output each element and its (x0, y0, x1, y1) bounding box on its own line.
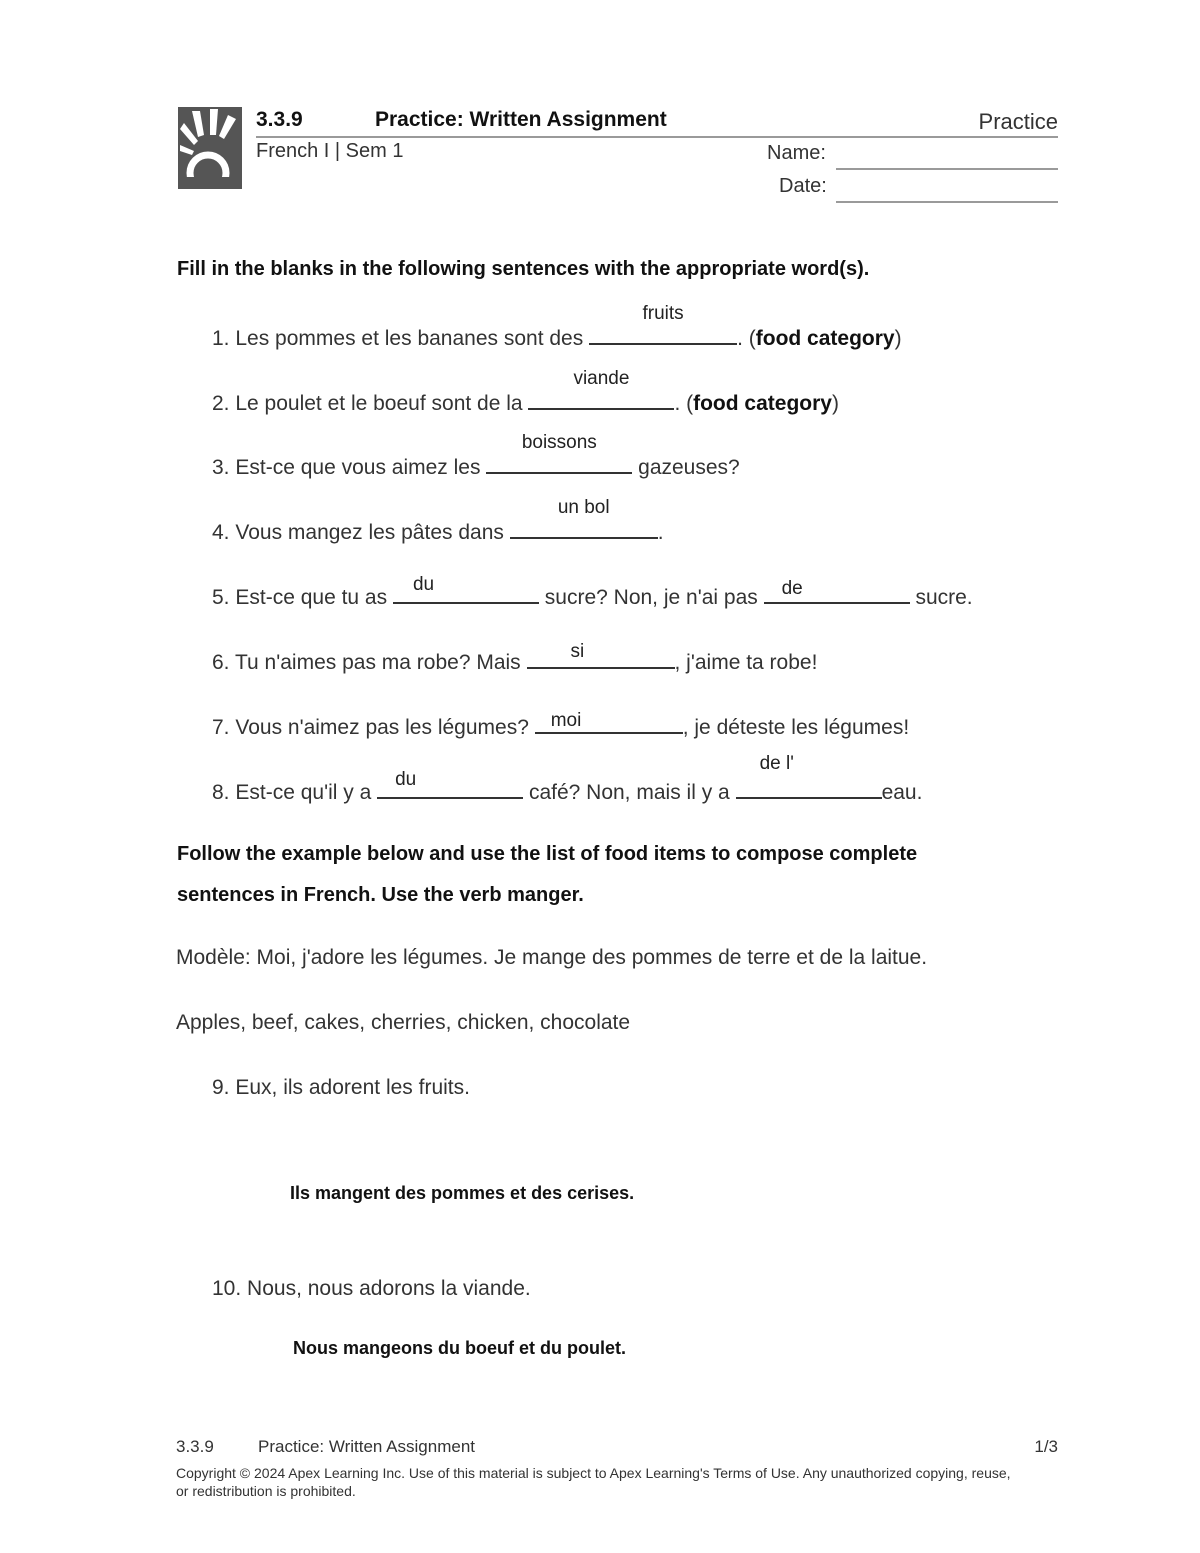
section2-instruction-line2: sentences in French. Use the verb manger. (177, 884, 584, 906)
question-10 (212, 1277, 531, 1301)
answer-blank[interactable] (393, 574, 539, 604)
question-text: ) (831, 392, 839, 415)
answer-text: viande (573, 368, 630, 389)
hint-text: food category (693, 392, 832, 415)
question-text: , je déteste les légumes! (682, 716, 910, 739)
answer-text: si (570, 641, 585, 662)
model-sentence: Modèle: Moi, j'adore les légumes. Je mange des pommes de terre et de la laitue. (176, 946, 928, 969)
answer-text: de (781, 578, 803, 599)
answer-text: du (412, 574, 435, 595)
answer-blank[interactable] (527, 641, 675, 669)
answer-blank[interactable] (535, 712, 683, 734)
question-text: Vous n'aimez pas les légumes? (235, 716, 529, 739)
question-text: gazeuses? (632, 456, 740, 479)
answer-blank[interactable] (510, 497, 658, 539)
question-number: 2. (212, 392, 230, 415)
answer-9[interactable]: Ils mangent des pommes et des cerises. (290, 1183, 635, 1203)
question-9 (212, 1076, 470, 1100)
date-field[interactable] (836, 201, 1058, 203)
question-text: Est-ce que vous aimez les (235, 456, 481, 479)
question-text: Le poulet et le boeuf sont de la (235, 392, 523, 415)
question-8 (212, 753, 923, 805)
assignment-type: Practice (978, 109, 1058, 134)
question-4 (212, 497, 664, 545)
question-5 (212, 574, 973, 610)
answer-text: boissons (521, 432, 597, 453)
food-list: Apples, beef, cakes, cherries, chicken, chocolate (176, 1011, 631, 1034)
answer-text: de l' (759, 753, 794, 774)
question-1 (212, 303, 902, 351)
section2-instruction-line1: Follow the example below and use the list of food items to compose complete (177, 843, 918, 865)
question-number: 1. (212, 327, 230, 350)
question-text: . (657, 521, 664, 544)
question-text: Tu n'aimes pas ma robe? Mais (234, 651, 521, 674)
question-text: Eux, ils adorent les fruits. (235, 1076, 470, 1099)
question-text: . ( (674, 392, 694, 415)
footer-title: Practice: Written Assignment (258, 1437, 475, 1456)
question-text: Est-ce que tu as (235, 586, 388, 609)
question-2 (212, 368, 839, 416)
name-field[interactable] (836, 168, 1058, 170)
answer-text: du (395, 769, 417, 790)
copyright-notice: Copyright © 2024 Apex Learning Inc. Use of this material is subject to Apex Learning's Terms of Use. Any unauthorized copying, reuse, or redistribution is prohibited. (176, 1465, 1011, 1499)
question-7 (212, 712, 909, 740)
question-text: café? Non, mais il y a (528, 781, 730, 804)
question-3 (212, 432, 740, 480)
assignment-number: 3.3.9 (256, 108, 303, 131)
answer-blank[interactable] (589, 303, 737, 345)
answer-blank[interactable] (736, 753, 882, 799)
date-label: Date: (779, 175, 827, 197)
question-text: sucre. (909, 586, 973, 609)
answer-text: fruits (642, 303, 684, 324)
question-text: Nous, nous adorons la viande. (247, 1277, 531, 1300)
answer-blank[interactable] (528, 368, 674, 410)
question-number: 6. (212, 651, 230, 674)
question-number: 7. (212, 716, 230, 739)
question-text: Est-ce qu'il y a (235, 781, 372, 804)
question-number: 10. (212, 1277, 242, 1300)
question-6 (212, 641, 818, 675)
question-number: 3. (212, 456, 230, 479)
question-text: sucre? Non, je n'ai pas (544, 586, 758, 609)
answer-10[interactable]: Nous mangeons du boeuf et du poulet. (293, 1338, 626, 1358)
answer-text: un bol (557, 497, 610, 518)
question-number: 8. (212, 781, 230, 804)
question-text: , j'aime ta robe! (674, 651, 818, 674)
answer-blank[interactable] (764, 578, 910, 604)
question-number: 4. (212, 521, 230, 544)
name-label: Name: (767, 142, 826, 164)
header-divider (256, 136, 1058, 138)
answer-blank[interactable] (377, 769, 523, 799)
apex-logo-icon (178, 107, 242, 189)
question-text: eau. (881, 781, 923, 804)
answer-text: moi (550, 710, 582, 731)
question-number: 5. (212, 586, 230, 609)
section1-instruction: Fill in the blanks in the following sentences with the appropriate word(s). (177, 258, 870, 280)
hint-text: food category (755, 327, 895, 350)
question-text: Vous mangez les pâtes dans (235, 521, 504, 544)
course-name: French I | Sem 1 (256, 140, 404, 162)
answer-blank[interactable] (486, 432, 632, 474)
footer-number: 3.3.9 (176, 1437, 214, 1456)
question-text: ) (894, 327, 902, 350)
question-number: 9. (212, 1076, 230, 1099)
assignment-title: Practice: Written Assignment (375, 108, 667, 131)
question-text: Les pommes et les bananes sont des (235, 327, 584, 350)
question-text: . ( (737, 327, 756, 350)
page-number: 1/3 (1034, 1437, 1058, 1456)
